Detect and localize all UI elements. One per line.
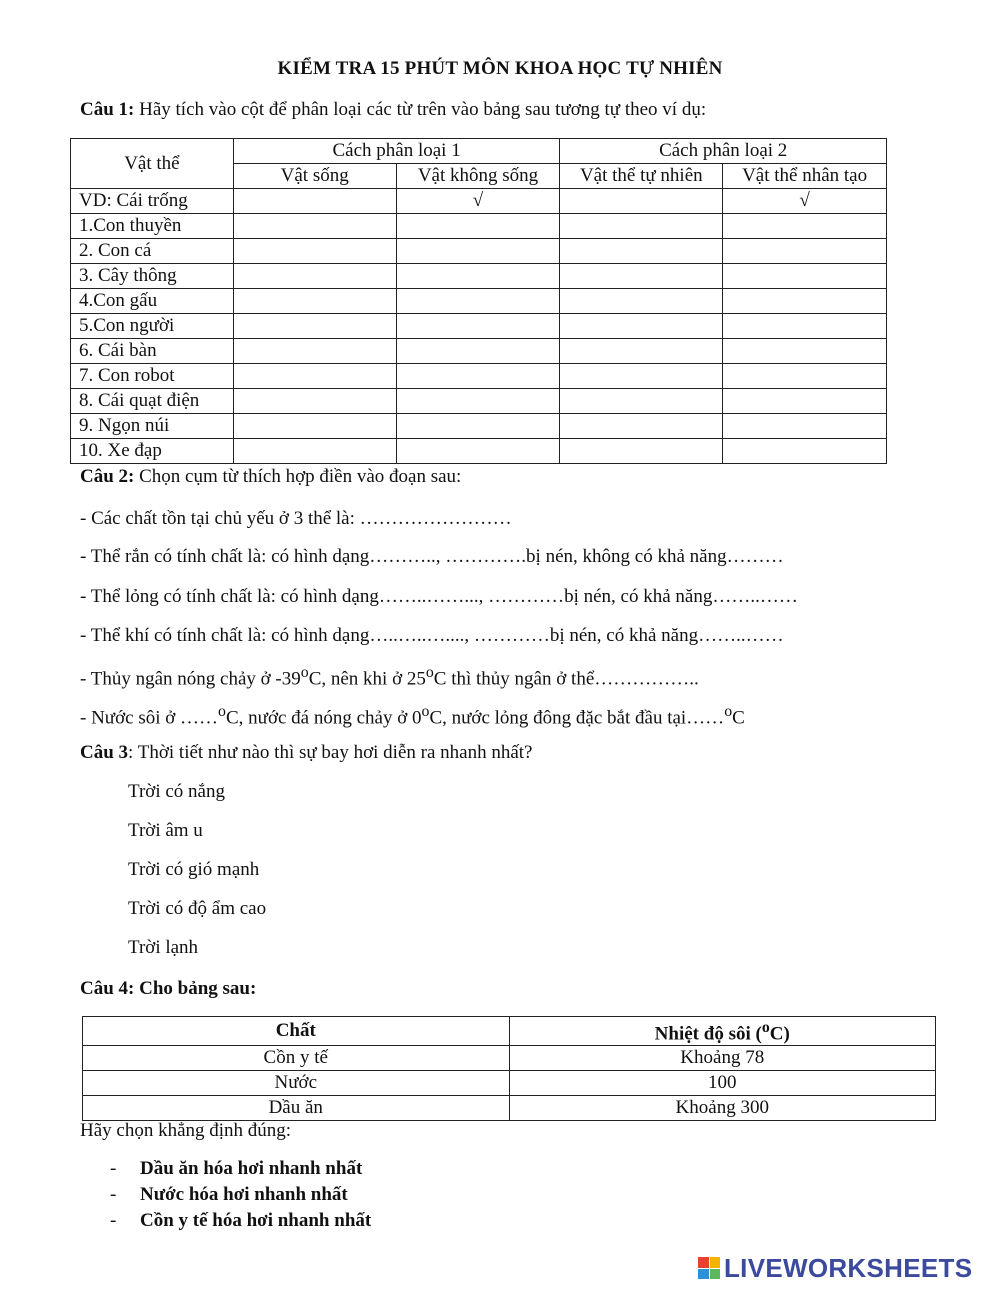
answer-cell[interactable] [560, 314, 723, 339]
q4-prompt: Hãy chọn khẳng định đúng: [80, 1120, 292, 1141]
header-object: Vật thể [71, 139, 234, 189]
table-row [83, 1096, 936, 1121]
dash: - [110, 1184, 117, 1205]
substance-cell: Nước [83, 1071, 510, 1096]
q4-option-text: Nước hóa hơi nhanh nhất [140, 1184, 348, 1205]
answer-cell[interactable] [233, 264, 396, 289]
answer-cell[interactable] [396, 264, 560, 289]
answer-cell[interactable] [233, 414, 396, 439]
page-title: KIỂM TRA 15 PHÚT MÔN KHOA HỌC TỰ NHIÊN [277, 58, 723, 79]
q4-heading: Câu 4: Cho bảng sau: [80, 978, 257, 999]
answer-cell[interactable] [723, 214, 887, 239]
fill-line-6-part: C [732, 707, 745, 729]
table-row [71, 439, 887, 464]
answer-cell[interactable] [233, 364, 396, 389]
degree-sup: o [724, 703, 733, 720]
answer-cell[interactable] [560, 414, 723, 439]
dash: - [110, 1210, 117, 1231]
header-natural: Vật thể tự nhiên [560, 164, 723, 189]
answer-cell[interactable] [723, 389, 887, 414]
fill-line-5[interactable] [80, 664, 699, 690]
table-row [71, 214, 887, 239]
table-row [71, 289, 887, 314]
table-row [71, 264, 887, 289]
header-group-2: Cách phân loại 2 [560, 139, 887, 164]
answer-cell[interactable] [560, 439, 723, 464]
fill-line-5-part: - Thủy ngân nóng chảy ở -39 [80, 668, 301, 690]
fill-line-6[interactable] [80, 703, 745, 729]
q2-label: Câu 2: [80, 466, 135, 487]
answer-cell[interactable] [396, 314, 560, 339]
answer-cell[interactable] [560, 364, 723, 389]
row-name: 2. Con cá [71, 239, 234, 264]
boiling-cell: Khoảng 78 [509, 1046, 936, 1071]
answer-cell[interactable] [396, 389, 560, 414]
table-row [83, 1071, 936, 1096]
fill-line-5-part: C thì thủy ngân ở thể…………….. [433, 668, 699, 690]
answer-cell[interactable] [233, 239, 396, 264]
answer-cell[interactable] [560, 389, 723, 414]
logo-text: LIVEWORKSHEETS [724, 1252, 973, 1283]
answer-cell[interactable] [560, 189, 723, 214]
answer-cell[interactable] [233, 389, 396, 414]
answer-cell[interactable] [233, 439, 396, 464]
row-name: VD: Cái trống [71, 189, 234, 214]
row-name: 9. Ngọn núi [71, 414, 234, 439]
q1-text: Hãy tích vào cột để phân loại các từ trên vào bảng sau tương tự theo ví dụ: [134, 99, 707, 120]
q3-option[interactable]: Trời có độ ẩm cao [128, 898, 267, 919]
q3-option[interactable]: Trời có nắng [128, 781, 225, 802]
answer-cell[interactable] [723, 264, 887, 289]
row-name: 7. Con robot [71, 364, 234, 389]
table-row [71, 364, 887, 389]
fill-line-3[interactable]: - Thể lỏng có tính chất là: có hình dạng……..……..., …………bị nén, có khả năng……..…… [80, 586, 798, 607]
answer-cell[interactable]: √ [396, 189, 560, 214]
header-living: Vật sống [233, 164, 396, 189]
row-name: 10. Xe đạp [71, 439, 234, 464]
q4-option[interactable] [110, 1210, 371, 1232]
answer-cell[interactable] [723, 364, 887, 389]
q4-option[interactable] [110, 1184, 348, 1206]
table-row [83, 1046, 936, 1071]
row-name: 3. Cây thông [71, 264, 234, 289]
answer-cell[interactable] [723, 439, 887, 464]
answer-cell[interactable] [396, 214, 560, 239]
liveworksheets-logo [698, 1254, 972, 1282]
header-boiling-unit: C) [769, 1023, 790, 1045]
q4-option-text: Cồn y tế hóa hơi nhanh nhất [140, 1210, 372, 1231]
fill-line-6-part: - Nước sôi ở …… [80, 707, 219, 729]
q3-option[interactable]: Trời có gió mạnh [128, 859, 260, 880]
boiling-cell: Khoảng 300 [509, 1096, 936, 1121]
answer-cell[interactable] [560, 239, 723, 264]
q1-label: Câu 1: [80, 99, 135, 120]
classification-table [70, 138, 887, 464]
table-row [71, 189, 887, 214]
header-artificial: Vật thể nhân tạo [723, 164, 887, 189]
q2-heading [80, 466, 461, 488]
q3-text: : Thời tiết như nào thì sự bay hơi diễn ra nhanh nhất? [128, 742, 533, 763]
answer-cell[interactable] [723, 339, 887, 364]
answer-cell[interactable] [723, 314, 887, 339]
q3-heading [80, 742, 532, 764]
substance-cell: Cồn y tế [83, 1046, 510, 1071]
q4-option-text: Dầu ăn hóa hơi nhanh nhất [140, 1158, 363, 1179]
fill-line-2[interactable]: - Thể rắn có tính chất là: có hình dạng……….., ………….bị nén, không có khả năng……… [80, 546, 784, 567]
answer-cell[interactable] [233, 339, 396, 364]
table-row [71, 314, 887, 339]
answer-cell[interactable] [396, 289, 560, 314]
header-group-1: Cách phân loại 1 [233, 139, 560, 164]
q1-heading [80, 99, 706, 121]
answer-cell[interactable]: √ [723, 189, 887, 214]
dash: - [110, 1158, 117, 1179]
table-row [71, 414, 887, 439]
degree-sup: o [218, 703, 226, 720]
header-substance: Chất [83, 1017, 510, 1046]
answer-cell[interactable] [396, 339, 560, 364]
row-name: 6. Cái bàn [71, 339, 234, 364]
degree-sup: o [761, 1019, 770, 1036]
q2-text: Chọn cụm từ thích hợp điền vào đoạn sau: [134, 466, 462, 487]
fill-line-1[interactable]: - Các chất tồn tại chủ yếu ở 3 thể là: …………………… [80, 508, 512, 529]
degree-sup: o [421, 703, 430, 720]
answer-cell[interactable] [396, 439, 560, 464]
answer-cell[interactable] [723, 414, 887, 439]
header-non-living: Vật không sống [396, 164, 560, 189]
boiling-point-table [82, 1016, 936, 1121]
fill-line-5-part: C, nên khi ở 25 [308, 668, 426, 690]
fill-line-6-part: C, nước đá nóng chảy ở 0 [225, 707, 422, 729]
answer-cell[interactable] [396, 414, 560, 439]
answer-cell[interactable] [396, 239, 560, 264]
answer-cell[interactable] [723, 289, 887, 314]
answer-cell[interactable] [233, 289, 396, 314]
answer-cell[interactable] [396, 364, 560, 389]
row-name: 8. Cái quạt điện [71, 389, 234, 414]
header-boiling-point [509, 1017, 936, 1046]
q4-option[interactable] [110, 1158, 362, 1180]
table-row [71, 389, 887, 414]
header-boiling-text: Nhiệt độ sôi ( [654, 1023, 762, 1045]
q3-option[interactable]: Trời âm u [128, 820, 203, 841]
answer-cell[interactable] [723, 239, 887, 264]
answer-cell[interactable] [560, 214, 723, 239]
boiling-cell: 100 [509, 1071, 936, 1096]
row-name: 4.Con gấu [71, 289, 234, 314]
table-row [71, 239, 887, 264]
table-row [71, 339, 887, 364]
q3-option[interactable]: Trời lạnh [128, 937, 199, 958]
substance-cell: Dầu ăn [83, 1096, 510, 1121]
answer-cell[interactable] [560, 264, 723, 289]
answer-cell[interactable] [233, 314, 396, 339]
fill-line-4[interactable]: - Thể khí có tính chất là: có hình dạng…..…..…...., …………bị nén, có khả năng……..…… [80, 625, 784, 646]
row-name: 1.Con thuyền [71, 214, 234, 239]
answer-cell[interactable] [233, 214, 396, 239]
fill-line-6-part: C, nước lỏng đông đặc bắt đầu tại…… [429, 707, 725, 729]
answer-cell[interactable] [560, 289, 723, 314]
answer-cell[interactable] [560, 339, 723, 364]
logo-icon [698, 1257, 720, 1279]
row-name: 5.Con người [71, 314, 234, 339]
degree-sup: o [300, 664, 309, 681]
answer-cell[interactable] [233, 189, 396, 214]
degree-sup: o [425, 664, 434, 681]
q3-label: Câu 3 [80, 742, 129, 763]
